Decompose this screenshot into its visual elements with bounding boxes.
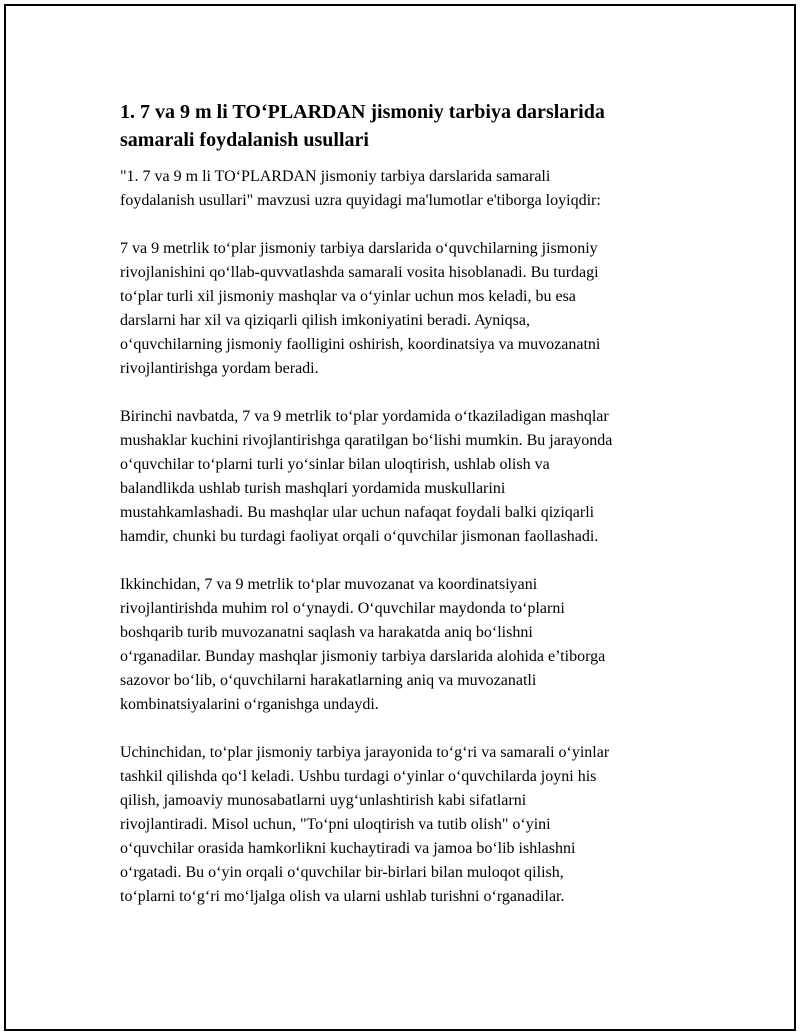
page-frame bbox=[4, 4, 796, 1031]
document-body bbox=[120, 98, 700, 933]
intro-paragraph bbox=[120, 165, 700, 213]
paragraph-4 bbox=[120, 741, 700, 909]
paragraph-2 bbox=[120, 405, 700, 549]
paragraph-line: darslarni har xil va qiziqarli qilish imkoniyatini beradi. Ayniqsa, bbox=[120, 312, 530, 329]
paragraph-line: o‘rganadilar. Bunday mashqlar jismoniy tarbiya darslarida alohida e’tiborga bbox=[120, 648, 606, 665]
paragraph-line: mushaklar kuchini rivojlantirishga qaratilgan bo‘lishi mumkin. Bu jarayonda bbox=[120, 432, 613, 449]
paragraph-1 bbox=[120, 237, 700, 381]
paragraph-line: Ikkinchidan, 7 va 9 metrlik to‘plar muvozanat va koordinatsiyani bbox=[120, 576, 538, 593]
paragraph-line: Uchinchidan, to‘plar jismoniy tarbiya jarayonida to‘g‘ri va samarali o‘yinlar bbox=[120, 744, 610, 761]
paragraph-line: rivojlantirishga yordam beradi. bbox=[120, 360, 319, 377]
paragraph-line: o‘quvchilarning jismoniy faolligini oshirish, koordinatsiya va muvozanatni bbox=[120, 336, 601, 353]
paragraph-line: tashkil qilishda qo‘l keladi. Ushbu turdagi o‘yinlar o‘quvchilarda joyni his bbox=[120, 768, 597, 785]
title-line: samarali foydalanish usullari bbox=[120, 129, 369, 151]
paragraph-line: kombinatsiyalarini o‘rganishga undaydi. bbox=[120, 696, 379, 713]
paragraph-line: mustahkamlashadi. Bu mashqlar ular uchun nafaqat foydali balki qiziqarli bbox=[120, 504, 595, 521]
paragraph-line: o‘quvchilar orasida hamkorlikni kuchaytiradi va jamoa bo‘lib ishlashni bbox=[120, 840, 576, 857]
paragraph-line: o‘rgatadi. Bu o‘yin orqali o‘quvchilar bir-birlari bilan muloqot qilish, bbox=[120, 864, 564, 881]
paragraph-line: 7 va 9 metrlik to‘plar jismoniy tarbiya darslarida o‘quvchilarning jismoniy bbox=[120, 240, 598, 257]
paragraph-3 bbox=[120, 573, 700, 717]
paragraph-line: foydalanish usullari" mavzusi uzra quyidagi ma'lumotlar e'tiborga loyiqdir: bbox=[120, 192, 601, 209]
paragraph-line: sazovor bo‘lib, o‘quvchilarni harakatlarning aniq va muvozanatli bbox=[120, 672, 537, 689]
paragraph-line: rivojlantirishda muhim rol o‘ynaydi. O‘quvchilar maydonda to‘plarni bbox=[120, 600, 565, 617]
paragraph-line: "1. 7 va 9 m li TO‘PLARDAN jismoniy tarbiya darslarida samarali bbox=[120, 168, 551, 185]
paragraph-line: qilish, jamoaviy munosabatlarni uyg‘unlashtirish kabi sifatlarni bbox=[120, 792, 527, 809]
paragraph-line: rivojlantiradi. Misol uchun, "To‘pni uloqtirish va tutib olish" o‘yini bbox=[120, 816, 551, 833]
paragraph-line: o‘quvchilar to‘plarni turli yo‘sinlar bilan uloqtirish, ushlab olish va bbox=[120, 456, 550, 473]
paragraph-line: Birinchi navbatda, 7 va 9 metrlik to‘plar yordamida o‘tkaziladigan mashqlar bbox=[120, 408, 609, 425]
paragraph-line: hamdir, chunki bu turdagi faoliyat orqali o‘quvchilar jismonan faollashadi. bbox=[120, 528, 599, 545]
paragraph-line: rivojlanishini qo‘llab-quvvatlashda samarali vosita hisoblanadi. Bu turdagi bbox=[120, 264, 599, 281]
paragraph-line: balandlikda ushlab turish mashqlari yordamida muskullarini bbox=[120, 480, 506, 497]
paragraph-line: to‘plar turli xil jismoniy mashqlar va o‘yinlar uchun mos keladi, bu esa bbox=[120, 288, 576, 305]
document-title bbox=[120, 98, 700, 154]
title-line: 1. 7 va 9 m li TO‘PLARDAN jismoniy tarbiya darslarida bbox=[120, 101, 605, 123]
paragraph-line: boshqarib turib muvozanatni saqlash va harakatda aniq bo‘lishni bbox=[120, 624, 533, 641]
paragraph-line: to‘plarni to‘g‘ri mo‘ljalga olish va ularni ushlab turishni o‘rganadilar. bbox=[120, 888, 565, 905]
